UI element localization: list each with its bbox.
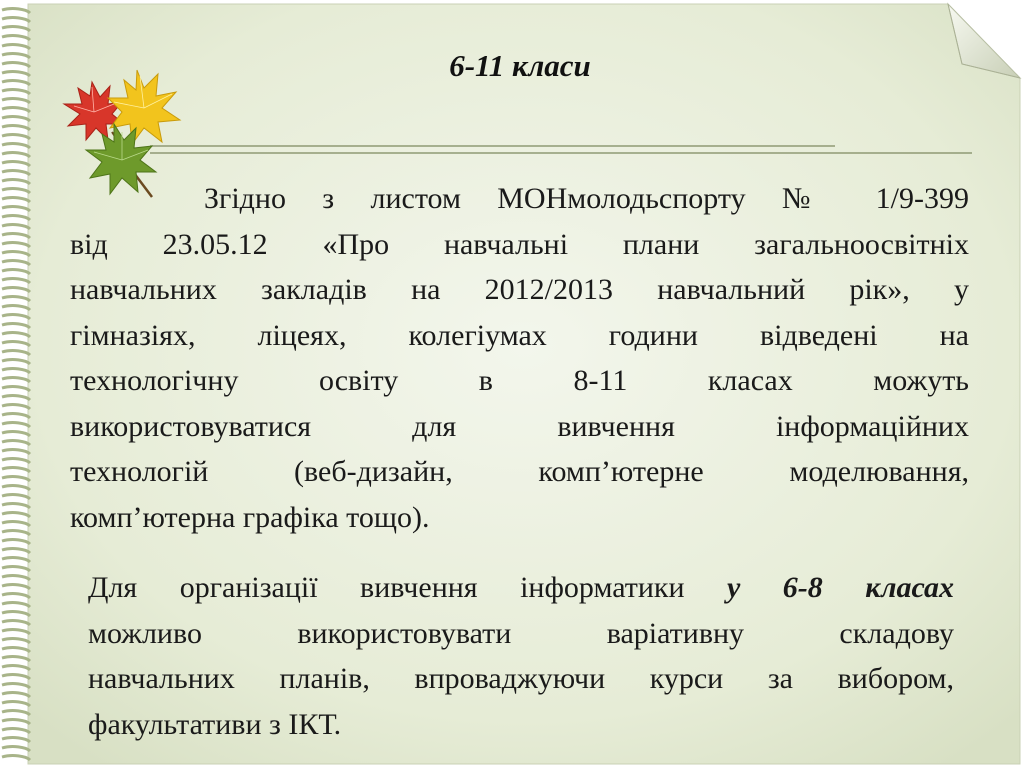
paragraph2-line1 — [88, 565, 954, 611]
paragraph2-emphasis: у 6-8 класах — [727, 571, 954, 604]
paragraph1-line7: технологій (веб-дизайн, комп’ютерне моделювання, — [70, 455, 969, 488]
paragraph1-line5: технологічну освіту в 8-11 класах можуть — [70, 364, 969, 397]
paragraph1-line4: гімназіях, ліцеях, колегіумах години відведені на — [70, 318, 969, 352]
paragraph-letter-reference — [70, 176, 969, 540]
paragraph2-line3: навчальних планів, впроваджуючи курси за вибором, — [88, 662, 954, 695]
paragraph1-line2: від 23.05.12 «Про навчальні плани загальноосвітніх — [70, 227, 969, 261]
paragraph2-line1-text: Для організації вивчення інформатики — [88, 571, 685, 604]
paragraph2-line4: факультативи з ІКТ. — [88, 707, 342, 741]
paragraph1-line6: використовуватися для вивчення інформаційних — [70, 409, 969, 443]
paragraph1-line1: Згідно з листом МОНмолодьспорту № 1/9-399 — [204, 182, 969, 215]
paragraph1-line3: навчальних закладів на 2012/2013 навчальний рік», у — [70, 273, 969, 306]
paragraph2-line2: можливо використовувати варіативну складову — [88, 616, 954, 650]
paragraph-informatics-6-8 — [88, 565, 954, 747]
paragraph1-line8: комп’ютерна графіка тощо). — [70, 500, 430, 534]
slide-title: 6-11 класи — [449, 48, 591, 83]
